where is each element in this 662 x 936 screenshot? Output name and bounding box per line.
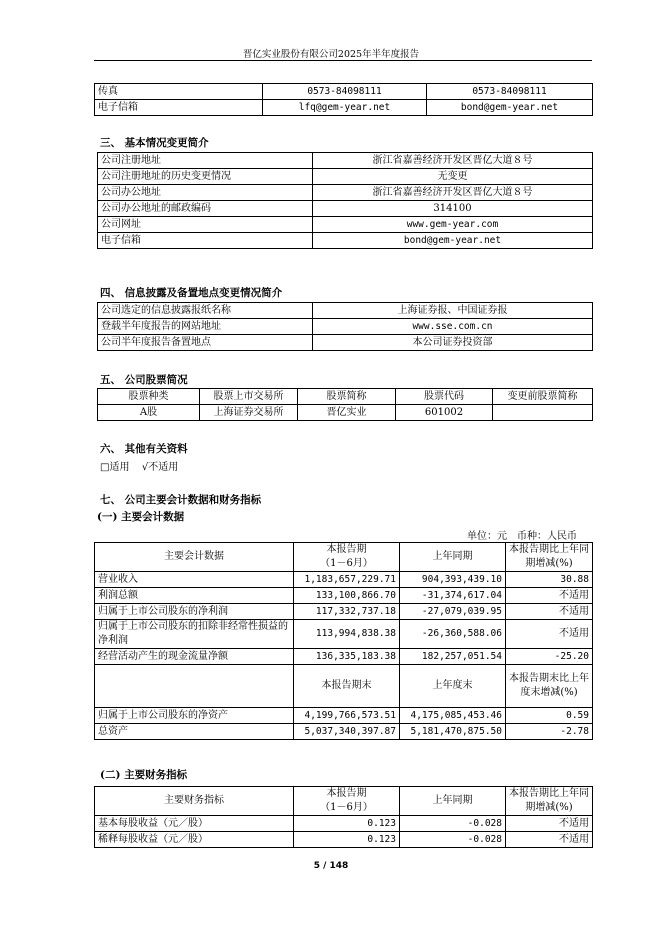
table-row — [95, 100, 593, 116]
cell-label: 电子信箱 — [98, 233, 313, 249]
cell-label: 电子信箱 — [95, 100, 263, 116]
header-blank — [95, 665, 294, 708]
cell-metric: 利润总额 — [95, 588, 294, 604]
cell-metric: 归属于上市公司股东的扣除非经常性损益的净利润 — [95, 620, 294, 649]
cell-stock-type: A股 — [98, 405, 200, 421]
basic-info-table — [97, 152, 593, 249]
table-row — [95, 708, 593, 724]
cell-change: -2.78 — [506, 724, 593, 740]
page-header: 晋亿实业股份有限公司2025年半年度报告 — [242, 49, 420, 60]
cell-prior: 904,393,439.10 — [400, 572, 506, 588]
table-row — [98, 335, 593, 351]
cell-fax-1: 0573-84098111 — [263, 84, 427, 100]
header-prev-name: 变更前股票简称 — [493, 389, 593, 405]
header-prior-period: 上年同期 — [400, 787, 506, 816]
cell-prior: 182,257,051.54 — [400, 649, 506, 665]
header-rule — [94, 60, 592, 61]
cell-value: 314100 — [313, 201, 593, 217]
cell-value: www.gem-year.com — [313, 217, 593, 233]
cell-prior: 4,175,085,453.46 — [400, 708, 506, 724]
header-change-pct: 本报告期比上年同期增减(%) — [506, 787, 593, 816]
header-current-period: 本报告期 （1－6月） — [294, 543, 400, 572]
cell-value: 浙江省嘉善经济开发区晋亿大道８号 — [313, 185, 593, 201]
header-indicator: 主要财务指标 — [95, 787, 294, 816]
header-period-end: 本报告期末 — [294, 665, 400, 708]
stock-table — [97, 388, 593, 421]
option-not-applicable: √不适用 — [141, 462, 179, 473]
section-title-5: 五、 公司股票简况 — [100, 374, 188, 386]
page-number: 5 / 148 — [313, 861, 349, 871]
header-prior-period: 上年同期 — [400, 543, 506, 572]
cell-current: 1,183,657,229.71 — [294, 572, 400, 588]
accounting-data-table — [94, 542, 593, 740]
unit-note: 单位：元 币种：人民币 — [467, 531, 577, 542]
cell-label: 公司选定的信息披露报纸名称 — [98, 303, 313, 319]
table-row — [95, 588, 593, 604]
cell-metric: 归属于上市公司股东的净利润 — [95, 604, 294, 620]
cell-current: 0.123 — [294, 832, 400, 848]
cell-prior: -0.028 — [400, 816, 506, 832]
table-row — [98, 169, 593, 185]
table-row — [95, 604, 593, 620]
table-row — [98, 303, 593, 319]
header-prior-year-end: 上年度末 — [400, 665, 506, 708]
cell-value: www.sse.com.cn — [313, 319, 593, 335]
cell-label: 登载半年度报告的网站地址 — [98, 319, 313, 335]
cell-stock-name: 晋亿实业 — [298, 405, 396, 421]
cell-change: -25.20 — [506, 649, 593, 665]
table-row — [98, 233, 593, 249]
cell-change: 30.88 — [506, 572, 593, 588]
table-row — [98, 319, 593, 335]
header-stock-type: 股票种类 — [98, 389, 200, 405]
cell-change: 不适用 — [506, 832, 593, 848]
table-row — [98, 201, 593, 217]
cell-email-1: lfq@gem-year.net — [263, 100, 427, 116]
cell-label: 公司办公地址的邮政编码 — [98, 201, 313, 217]
table-header-row — [98, 389, 593, 405]
cell-indicator: 稀释每股收益（元／股） — [95, 832, 294, 848]
subsection-title-1: (一) 主要会计数据 — [97, 511, 185, 523]
table-header-row — [95, 543, 593, 572]
cell-metric: 归属于上市公司股东的净资产 — [95, 708, 294, 724]
section-title-7: 七、 公司主要会计数据和财务指标 — [100, 494, 262, 506]
header-stock-code: 股票代码 — [396, 389, 493, 405]
cell-change: 不适用 — [506, 620, 593, 649]
table-row — [95, 816, 593, 832]
cell-current: 117,332,737.18 — [294, 604, 400, 620]
table-row — [95, 832, 593, 848]
cell-label: 公司注册地址 — [98, 153, 313, 169]
section-title-4: 四、 信息披露及备置地点变更情况简介 — [100, 287, 283, 299]
cell-metric: 经营活动产生的现金流量净额 — [95, 649, 294, 665]
table-row — [95, 620, 593, 649]
cell-value: 上海证券报、中国证券报 — [313, 303, 593, 319]
cell-label: 公司半年度报告备置地点 — [98, 335, 313, 351]
table-header-row — [95, 787, 593, 816]
cell-current: 133,100,866.70 — [294, 588, 400, 604]
cell-email-2: bond@gem-year.net — [427, 100, 593, 116]
cell-prior: -31,374,617.04 — [400, 588, 506, 604]
header-exchange: 股票上市交易所 — [200, 389, 298, 405]
cell-fax-2: 0573-84098111 — [427, 84, 593, 100]
cell-metric: 营业收入 — [95, 572, 294, 588]
disclosure-table — [97, 302, 593, 351]
table-row — [95, 84, 593, 100]
cell-exchange: 上海证券交易所 — [200, 405, 298, 421]
cell-indicator: 基本每股收益（元／股） — [95, 816, 294, 832]
table-row — [95, 724, 593, 740]
cell-label: 公司注册地址的历史变更情况 — [98, 169, 313, 185]
cell-current: 136,335,183.38 — [294, 649, 400, 665]
cell-current: 4,199,766,573.51 — [294, 708, 400, 724]
cell-change: 不适用 — [506, 588, 593, 604]
cell-prior: -27,079,039.95 — [400, 604, 506, 620]
subsection-title-2: (二) 主要财务指标 — [100, 769, 188, 781]
cell-current: 5,037,340,397.87 — [294, 724, 400, 740]
header-change-pct-2: 本报告期末比上年度末增减(%) — [506, 665, 593, 708]
cell-prior: -0.028 — [400, 832, 506, 848]
cell-current: 0.123 — [294, 816, 400, 832]
cell-current: 113,994,838.38 — [294, 620, 400, 649]
cell-value: 浙江省嘉善经济开发区晋亿大道８号 — [313, 153, 593, 169]
cell-prior: 5,181,470,875.50 — [400, 724, 506, 740]
cell-label: 传真 — [95, 84, 263, 100]
cell-change: 不适用 — [506, 816, 593, 832]
cell-prior: -26,360,588.06 — [400, 620, 506, 649]
cell-label: 公司办公地址 — [98, 185, 313, 201]
cell-value: bond@gem-year.net — [313, 233, 593, 249]
section-title-6: 六、 其他有关资料 — [100, 443, 188, 455]
cell-stock-code: 601002 — [396, 405, 493, 421]
table-row — [98, 405, 593, 421]
cell-change: 0.59 — [506, 708, 593, 724]
option-applicable: □适用 — [100, 462, 130, 473]
financial-indicators-table — [94, 786, 593, 848]
cell-prev-name — [493, 405, 593, 421]
table-row — [95, 572, 593, 588]
cell-value: 无变更 — [313, 169, 593, 185]
applicability-options — [100, 458, 178, 473]
cell-label: 公司网址 — [98, 217, 313, 233]
cell-metric: 总资产 — [95, 724, 294, 740]
header-change-pct: 本报告期比上年同期增减(%) — [506, 543, 593, 572]
table-row — [95, 649, 593, 665]
header-metric: 主要会计数据 — [95, 543, 294, 572]
contact-table — [94, 83, 593, 116]
cell-value: 本公司证券投资部 — [313, 335, 593, 351]
table-row — [98, 217, 593, 233]
section-title-3: 三、 基本情况变更简介 — [100, 137, 209, 149]
table-row — [98, 153, 593, 169]
header-stock-name: 股票简称 — [298, 389, 396, 405]
table-header-row — [95, 665, 593, 708]
header-current-period: 本报告期 （1－6月） — [294, 787, 400, 816]
table-row — [98, 185, 593, 201]
cell-change: 不适用 — [506, 604, 593, 620]
